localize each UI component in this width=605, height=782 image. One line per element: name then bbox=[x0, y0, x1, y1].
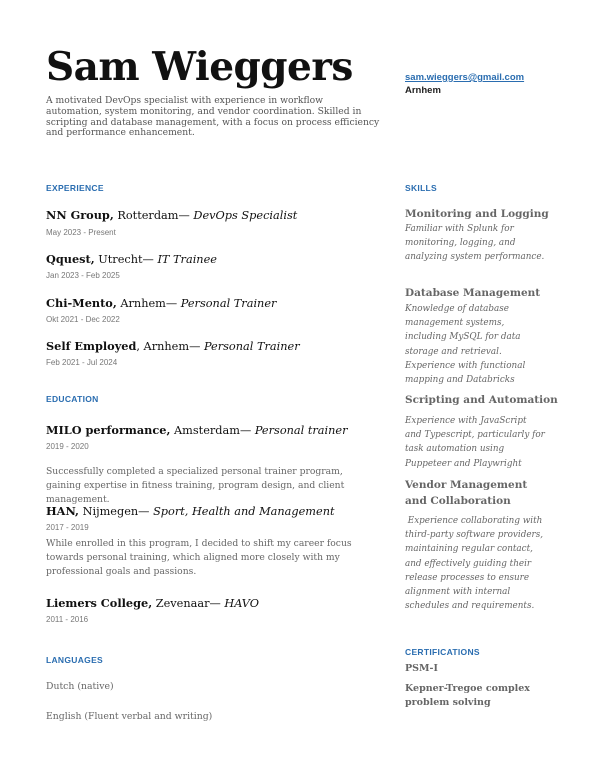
education-title-line bbox=[46, 423, 348, 437]
job-org: Chi-Mento, bbox=[46, 296, 117, 310]
job-role: DevOps Specialist bbox=[193, 209, 298, 222]
skills-heading: SKILLS bbox=[405, 183, 438, 193]
job-title-line bbox=[46, 252, 217, 266]
education-dates: 2017 - 2019 bbox=[46, 523, 89, 532]
education-org: Liemers College, bbox=[46, 596, 153, 610]
certifications-heading: CERTIFICATIONS bbox=[405, 647, 480, 657]
job-title-line bbox=[46, 296, 276, 310]
education-heading: EDUCATION bbox=[46, 394, 99, 404]
job-title-line bbox=[46, 339, 300, 353]
skill-description: Experience collaborating with third-party software providers, maintaining regular contact, and effectively guiding their release processes to ensure alignment with internal schedules and requirements. bbox=[405, 516, 546, 612]
skill-description: Knowledge of database management systems, including MySQL for data storage and retrieval. Experience with functional mapping and Databricks bbox=[405, 304, 526, 386]
job-place: Rotterdam— bbox=[113, 209, 194, 222]
job-org: Self Employed bbox=[46, 339, 137, 353]
education-dates: 2019 - 2020 bbox=[46, 442, 89, 451]
skill-description: Familiar with Splunk for monitoring, logging, and analyzing system performance. bbox=[405, 224, 545, 263]
profile-summary: A motivated DevOps specialist with experience in workflow automation, system monitoring, and vendor coordination. Skilled in scripting and database management, with a focus on process efficiency and performance enhancement. bbox=[46, 95, 380, 139]
job-title-line bbox=[46, 208, 297, 222]
certification-item: PSM-I bbox=[405, 663, 438, 674]
education-org: HAN, bbox=[46, 504, 79, 518]
job-dates: May 2023 - Present bbox=[46, 228, 116, 237]
education-dates: 2011 - 2016 bbox=[46, 615, 89, 624]
job-org: Qquest, bbox=[46, 252, 95, 266]
skill-title: Database Management bbox=[405, 287, 541, 299]
skill-title: Scripting and Automation bbox=[405, 394, 558, 406]
skill-title: Vendor Management and Collaboration bbox=[405, 479, 528, 507]
job-org: NN Group, bbox=[46, 208, 114, 222]
education-org: MILO performance, bbox=[46, 423, 171, 437]
job-place: , Arnhem— bbox=[136, 340, 204, 353]
education-program: Personal trainer bbox=[254, 424, 348, 437]
education-program: Sport, Health and Management bbox=[153, 505, 335, 518]
job-place: Arnhem— bbox=[116, 297, 181, 310]
certification-item: Kepner-Tregoe complex problem solving bbox=[405, 683, 530, 708]
education-description: While enrolled in this program, I decided to shift my career focus towards personal training, which aligned more closely with my professional goals and passions. bbox=[46, 538, 352, 577]
skill-description: Experience with JavaScript and Typescript, particularly for task automation using Puppeteer and Playwright bbox=[405, 416, 545, 469]
education-title-line bbox=[46, 596, 259, 610]
email-link[interactable]: sam.wieggers@gmail.com bbox=[405, 72, 525, 83]
education-program: HAVO bbox=[224, 597, 260, 610]
job-dates: Feb 2021 - Jul 2024 bbox=[46, 358, 118, 367]
education-place: Amsterdam— bbox=[170, 424, 255, 437]
education-place: Nijmegen— bbox=[78, 505, 154, 518]
job-dates: Okt 2021 - Dec 2022 bbox=[46, 315, 120, 324]
education-description: Successfully completed a specialized personal trainer program, gaining expertise in fitness training, program design, and client management. bbox=[46, 466, 345, 505]
job-dates: Jan 2023 - Feb 2025 bbox=[46, 271, 120, 280]
candidate-name: Sam Wieggers bbox=[46, 44, 353, 90]
job-role: Personal Trainer bbox=[180, 297, 277, 310]
languages-heading: LANGUAGES bbox=[46, 655, 104, 665]
job-role: IT Trainee bbox=[157, 253, 217, 266]
job-place: Utrecht— bbox=[94, 253, 158, 266]
skill-title: Monitoring and Logging bbox=[405, 208, 549, 220]
education-place: Zevenaar— bbox=[152, 597, 225, 610]
experience-heading: EXPERIENCE bbox=[46, 183, 104, 193]
language-item: Dutch (native) bbox=[46, 681, 114, 692]
job-role: Personal Trainer bbox=[203, 340, 300, 353]
location-text: Arnhem bbox=[405, 85, 441, 96]
language-item: English (Fluent verbal and writing) bbox=[46, 711, 213, 722]
education-title-line bbox=[46, 504, 335, 518]
